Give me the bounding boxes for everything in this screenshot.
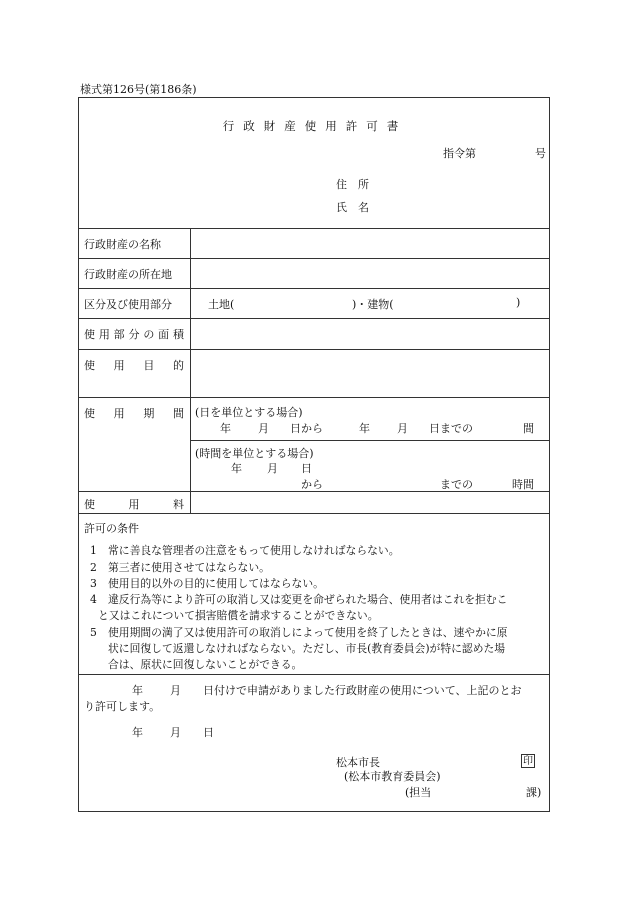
condition-item <box>90 624 545 641</box>
area-char: の <box>143 328 155 341</box>
fee-char: 使 <box>84 498 95 511</box>
row-divider <box>78 318 550 319</box>
condition-text: 使用目的以外の目的に使用してはならない。 <box>108 577 324 590</box>
area-char: 部 <box>113 328 125 341</box>
condition-number: 4 <box>90 593 97 606</box>
period-char: 期 <box>143 407 155 420</box>
designation-prefix: 指令第 <box>443 147 476 160</box>
row-divider <box>78 674 550 675</box>
condition-number: 2 <box>90 561 97 574</box>
area-char: 積 <box>172 328 184 341</box>
hour-period-unit: 時間 <box>512 478 534 491</box>
name-label-1: 氏 <box>336 201 347 214</box>
row-divider <box>78 258 550 259</box>
period-label <box>84 405 184 421</box>
condition-text: 常に善良な管理者の注意をもって使用しなければならない。 <box>108 544 400 557</box>
document-title: 行政財産使用許可書 <box>222 119 408 133</box>
condition-text: 違反行為等により許可の取消し又は変更を命ぜられた場合、使用者はこれを拒むこ <box>108 593 508 606</box>
hour-until: までの <box>440 478 473 491</box>
day-end-month: 月 <box>397 422 408 435</box>
condition-number: 5 <box>90 626 97 639</box>
day-start-day: 日から <box>290 422 323 435</box>
condition-item <box>90 542 545 559</box>
area-char: 使 <box>84 328 95 341</box>
condition-continuation: 合は、原状に回復しないことができる。 <box>108 658 303 671</box>
row-divider <box>78 228 550 229</box>
permission-month: 月 <box>170 684 181 697</box>
row-divider <box>78 397 550 398</box>
row-divider <box>78 288 550 289</box>
hour-day: 日 <box>301 462 312 475</box>
purpose-label <box>84 357 184 373</box>
condition-number: 3 <box>90 577 97 590</box>
area-label <box>84 326 184 342</box>
day-end-year: 年 <box>359 422 370 435</box>
area-char: 用 <box>98 328 110 341</box>
mayor-title: 松本市長 <box>336 756 380 769</box>
condition-item <box>90 559 545 576</box>
contact-open: (担当 <box>405 786 432 799</box>
period-char: 用 <box>113 407 125 420</box>
condition-continuation: 状に回復して返還しなければならない。ただし、市長(教育委員会)が特に認めた場 <box>108 642 506 655</box>
permission-text-line2: り許可します。 <box>84 700 161 713</box>
category-label: 区分及び使用部分 <box>84 298 172 311</box>
column-divider <box>190 228 191 513</box>
condition-continuation: と又はこれについて損害賠償を請求することができない。 <box>98 609 379 622</box>
form-number: 様式第126号(第186条) <box>80 83 197 96</box>
contact-close: 課) <box>526 786 542 799</box>
day-end-day: 日までの <box>429 422 473 435</box>
row-divider <box>78 349 550 350</box>
purpose-char: 使 <box>84 359 95 372</box>
condition-text: 第三者に使用させてはならない。 <box>108 561 270 574</box>
address-label-2: 所 <box>358 178 369 191</box>
purpose-char: 用 <box>113 359 125 372</box>
period-char: 間 <box>172 407 184 420</box>
property-name-label: 行政財産の名称 <box>84 238 161 251</box>
fee-char: 料 <box>173 498 184 511</box>
fee-char: 用 <box>128 498 140 511</box>
area-char: 面 <box>158 328 170 341</box>
building-close: ) <box>516 296 521 309</box>
designation-suffix: 号 <box>535 147 546 160</box>
property-location-label: 行政財産の所在地 <box>84 268 172 281</box>
seal-mark: 印 <box>523 756 533 767</box>
permission-text-line1: 日付けで申請がありました行政財産の使用について、上記のとお <box>203 684 522 697</box>
fee-label <box>84 496 184 512</box>
condition-text: 使用期間の満了又は使用許可の取消しによって使用を終了したときは、速やかに原 <box>108 626 508 639</box>
period-char: 使 <box>84 407 95 420</box>
day-period-unit: 間 <box>523 422 534 435</box>
day-start-year: 年 <box>220 422 231 435</box>
day-start-month: 月 <box>258 422 269 435</box>
area-char: 分 <box>128 328 140 341</box>
permission-year: 年 <box>132 684 143 697</box>
issue-year: 年 <box>132 726 143 739</box>
address-label-1: 住 <box>336 178 347 191</box>
board-of-education: (松本市教育委員会) <box>344 770 441 783</box>
building-label: )・建物( <box>352 298 394 311</box>
hour-from: から <box>301 478 323 491</box>
condition-number: 1 <box>90 544 97 557</box>
issue-day: 日 <box>203 726 214 739</box>
condition-item <box>90 575 545 592</box>
name-label-2: 名 <box>358 201 369 214</box>
hour-unit-label: (時間を単位とする場合) <box>195 447 314 460</box>
condition-item <box>90 591 545 608</box>
hour-month: 月 <box>267 462 278 475</box>
land-label: 土地( <box>208 298 235 311</box>
issue-month: 月 <box>170 726 181 739</box>
purpose-char: 的 <box>172 359 184 372</box>
row-divider <box>190 440 550 441</box>
hour-year: 年 <box>231 462 242 475</box>
conditions-heading: 許可の条件 <box>84 522 139 535</box>
row-divider <box>78 513 550 514</box>
day-unit-label: (日を単位とする場合) <box>195 406 303 419</box>
purpose-char: 目 <box>143 359 155 372</box>
